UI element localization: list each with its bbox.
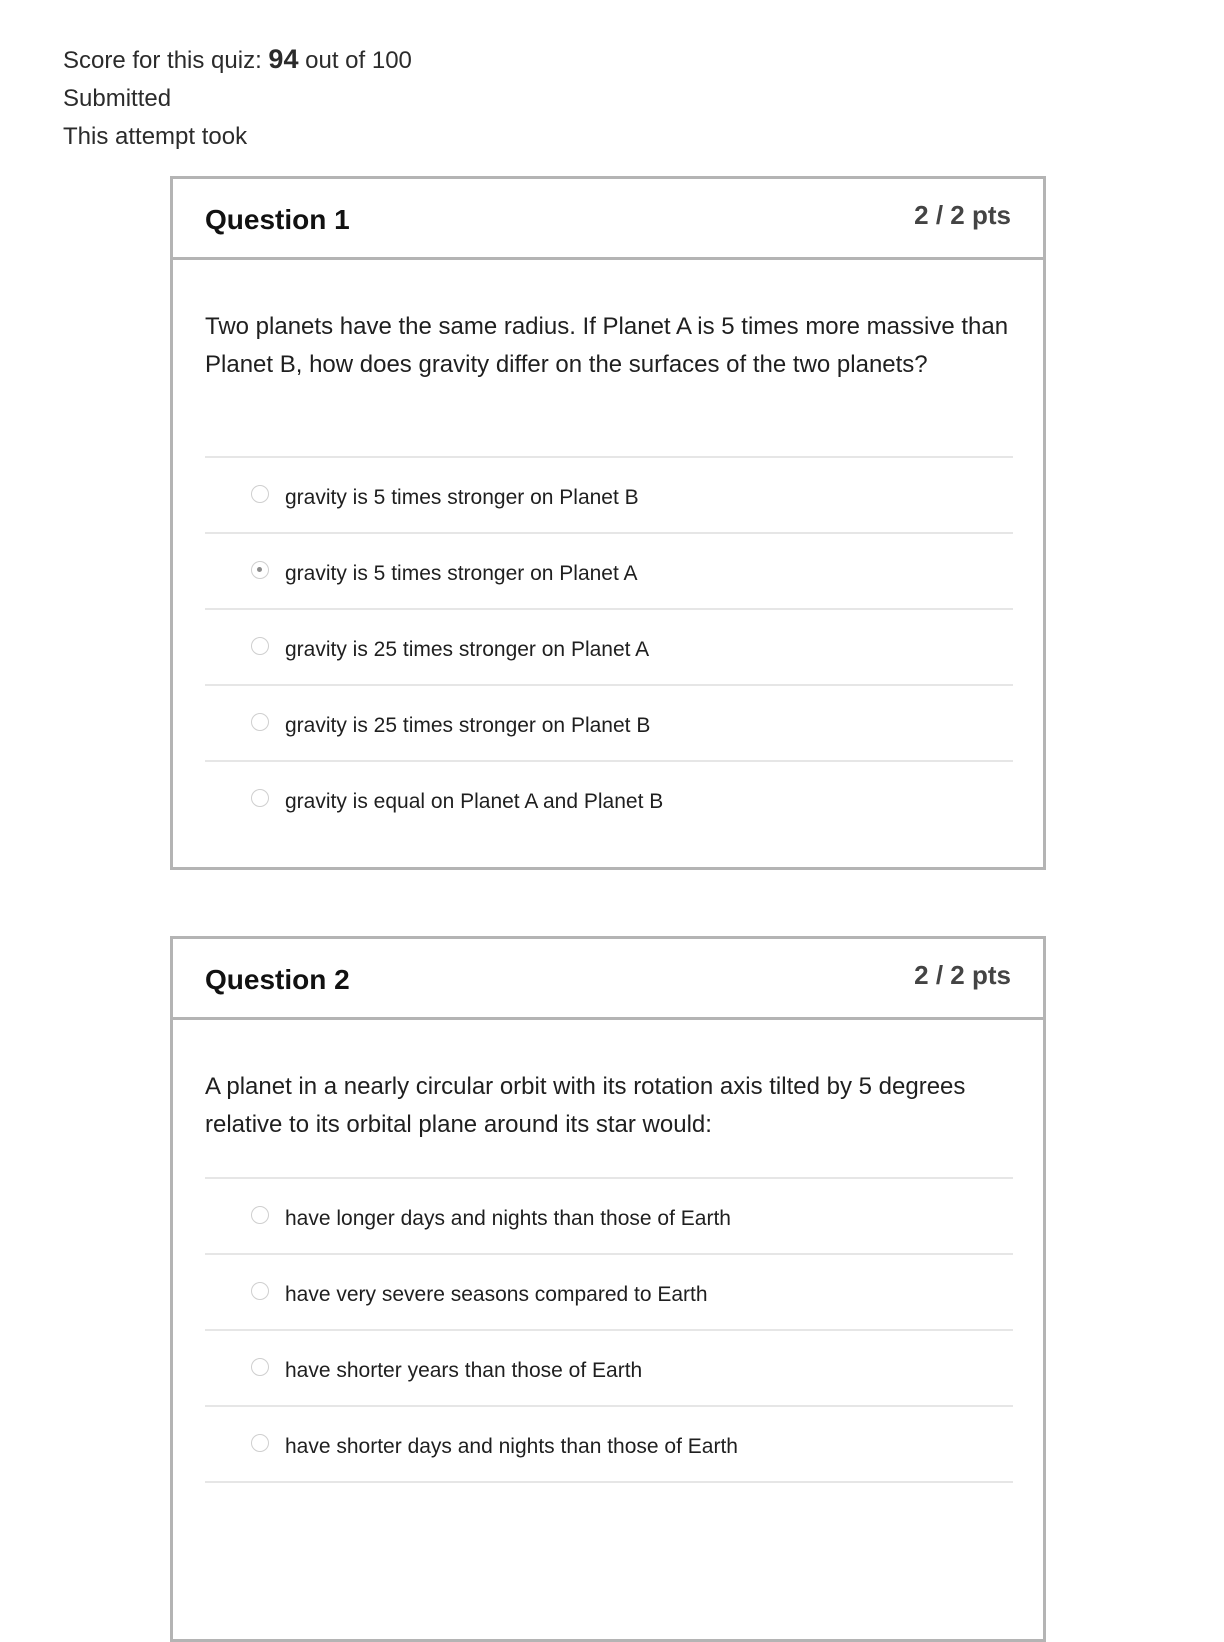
radio-button[interactable]	[251, 1434, 269, 1452]
radio-button[interactable]	[251, 713, 269, 731]
attempt-duration: This attempt took	[63, 123, 248, 150]
answer-label: have longer days and nights than those of Earth	[285, 1207, 731, 1230]
question-points: 2 / 2 pts	[914, 200, 1011, 230]
answer-option[interactable]	[205, 532, 1013, 608]
question-text: A planet in a nearly circular orbit with its rotation axis tilted by 5 degrees relative to its orbital plane around its star would:	[205, 1073, 966, 1138]
answer-list	[205, 1177, 1013, 1557]
score-suffix: out of 100	[305, 47, 412, 74]
radio-button[interactable]	[251, 1206, 269, 1224]
answer-option[interactable]	[205, 456, 1013, 532]
answer-label: gravity is 25 times stronger on Planet A	[285, 638, 650, 661]
answer-label: gravity is equal on Planet A and Planet B	[285, 790, 664, 813]
question-title: Question 1	[205, 204, 350, 235]
score-line	[63, 40, 412, 80]
radio-button[interactable]	[251, 1358, 269, 1376]
answer-option[interactable]	[205, 1253, 1013, 1329]
answer-label: have shorter years than those of Earth	[285, 1359, 643, 1382]
answer-option[interactable]	[205, 1405, 1013, 1481]
answer-list	[205, 456, 1013, 836]
answer-option[interactable]	[205, 760, 1013, 836]
quiz-summary	[63, 40, 412, 156]
answer-label: gravity is 5 times stronger on Planet B	[285, 486, 639, 509]
answer-label: gravity is 25 times stronger on Planet B	[285, 714, 651, 737]
radio-button[interactable]	[251, 485, 269, 503]
answer-label: gravity is 5 times stronger on Planet A	[285, 562, 638, 585]
radio-button[interactable]	[251, 637, 269, 655]
question-card	[170, 176, 1046, 870]
radio-button[interactable]	[251, 789, 269, 807]
question-text: Two planets have the same radius. If Planet A is 5 times more massive than Planet B, how does gravity differ on the surfaces of the two planets?	[205, 313, 1009, 378]
submission-status: Submitted	[63, 85, 172, 112]
question-card	[170, 936, 1046, 1642]
answer-option[interactable]	[205, 1329, 1013, 1405]
score-value: 94	[268, 44, 299, 74]
question-header	[173, 939, 1043, 1020]
question-header	[173, 179, 1043, 260]
question-title: Question 2	[205, 964, 350, 995]
score-prefix: Score for this quiz:	[63, 47, 262, 74]
answer-label: have shorter days and nights than those of Earth	[285, 1435, 738, 1458]
radio-button[interactable]	[251, 1282, 269, 1300]
question-points: 2 / 2 pts	[914, 960, 1011, 990]
radio-button-selected[interactable]	[251, 561, 269, 579]
answer-option[interactable]	[205, 684, 1013, 760]
answer-option[interactable]	[205, 1481, 1013, 1557]
answer-label: have very severe seasons compared to Earth	[285, 1283, 708, 1306]
answer-option[interactable]	[205, 608, 1013, 684]
answer-option[interactable]	[205, 1177, 1013, 1253]
